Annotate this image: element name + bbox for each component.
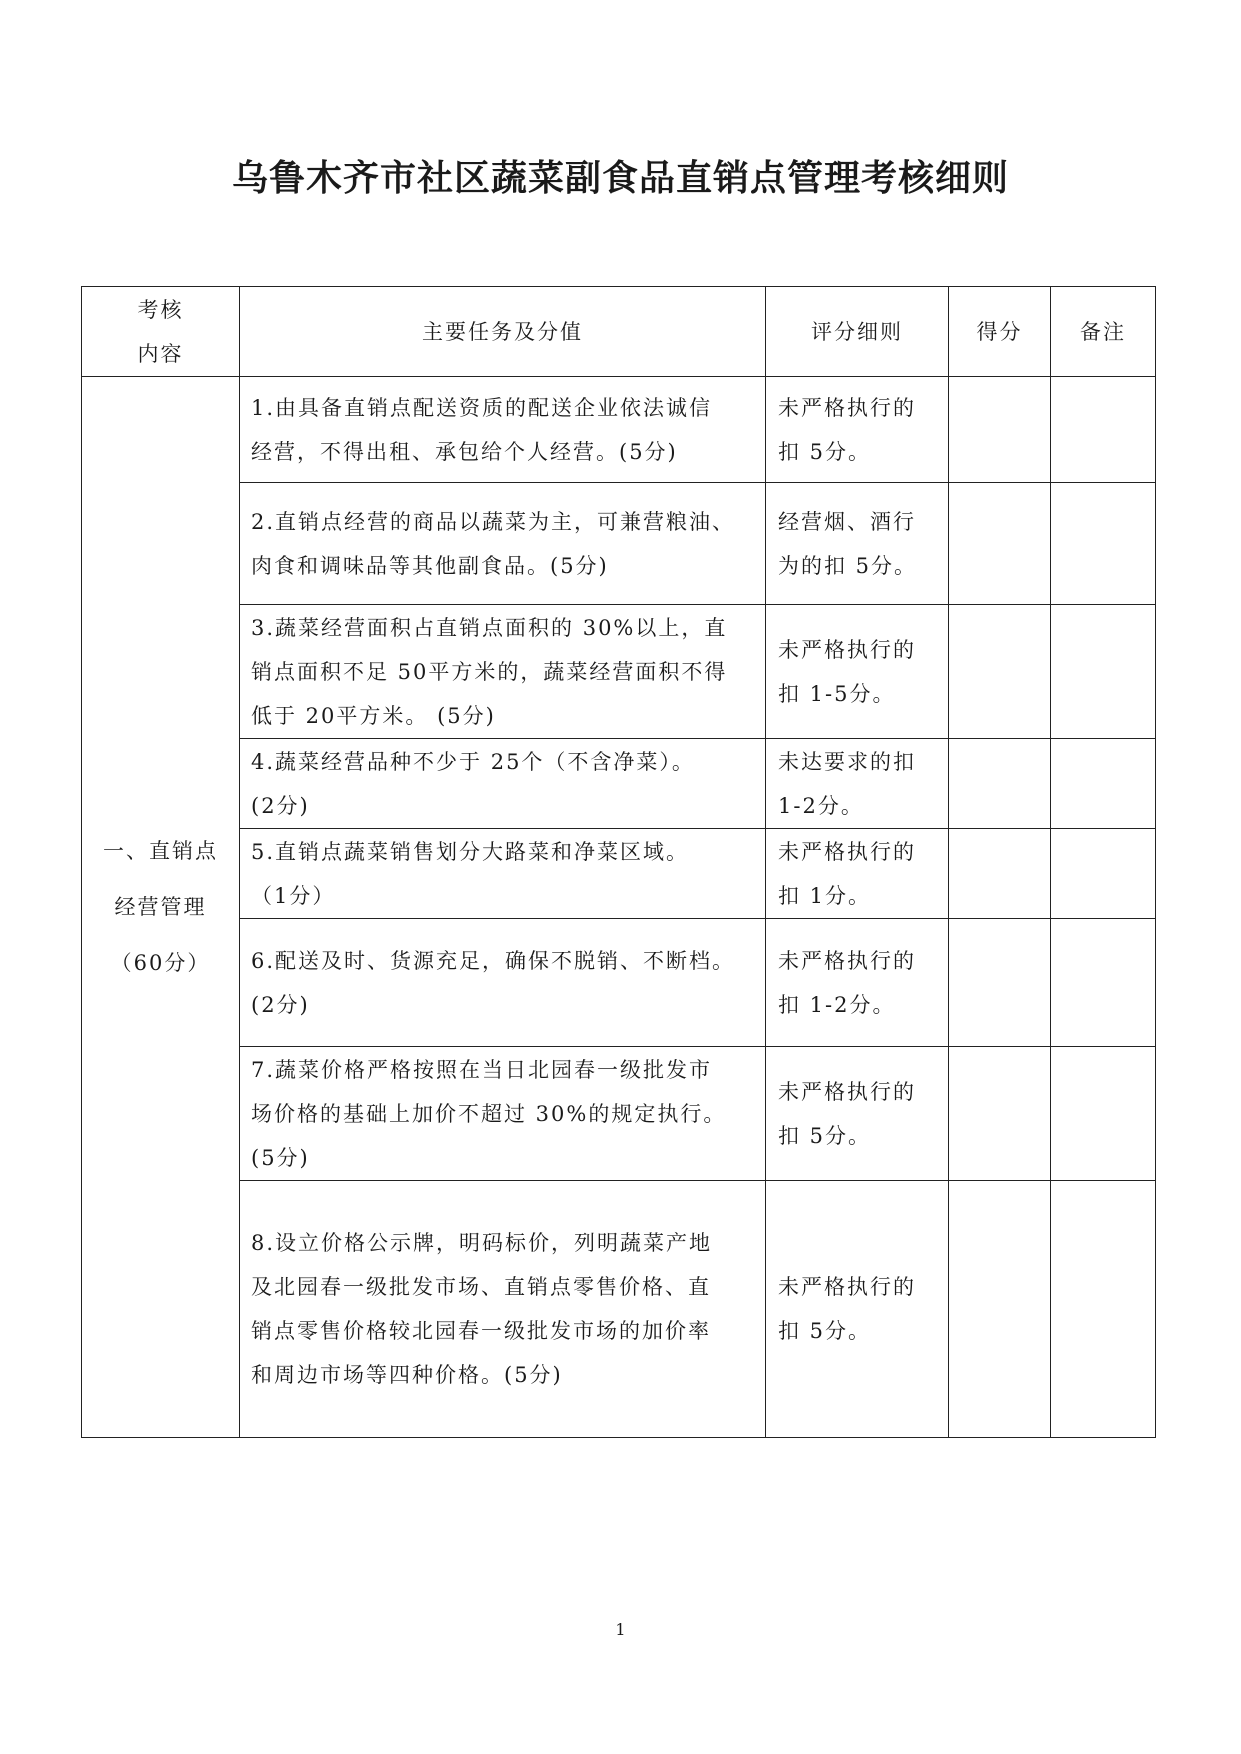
table-row (82, 1181, 1156, 1438)
remarks-cell[interactable] (1051, 483, 1156, 605)
score-cell[interactable] (949, 1047, 1051, 1181)
task-line: 7.蔬菜价格严格按照在当日北园春一级批发市 (251, 1057, 713, 1082)
score-cell[interactable] (949, 829, 1051, 919)
rule-cell (766, 483, 949, 605)
task-cell (240, 377, 766, 483)
table-row (82, 377, 1156, 483)
page-title: 乌鲁木齐市社区蔬菜副食品直销点管理考核细则 (231, 157, 1009, 199)
category-cell (82, 377, 240, 1438)
table-row (82, 829, 1156, 919)
score-cell[interactable] (949, 919, 1051, 1047)
task-line: 销点零售价格较北园春一级批发市场的加价率 (251, 1319, 711, 1343)
rule-cell (766, 1047, 949, 1181)
remarks-cell[interactable] (1051, 377, 1156, 483)
rule-cell (766, 739, 949, 829)
rule-line: 扣 1-5分。 (778, 681, 896, 706)
rule-line: 未达要求的扣 (778, 749, 916, 774)
rule-cell (766, 377, 949, 483)
task-line: （1分） (251, 883, 336, 908)
task-line: 6.配送及时、货源充足，确保不脱销、不断档。 (251, 948, 736, 973)
table-row (82, 605, 1156, 739)
table-row (82, 739, 1156, 829)
remarks-cell[interactable] (1051, 919, 1156, 1047)
table-row (82, 919, 1156, 1047)
rule-cell (766, 919, 949, 1047)
assessment-table (81, 286, 1156, 1438)
header-rules: 评分细则 (766, 287, 949, 377)
header-tasks: 主要任务及分值 (240, 287, 766, 377)
task-cell (240, 605, 766, 739)
category-line1: 一、直销点 (103, 839, 218, 863)
task-line: 4.蔬菜经营品种不少于 25个（不含净菜）。 (251, 749, 695, 774)
task-cell (240, 829, 766, 919)
rule-line: 未严格执行的 (778, 395, 916, 420)
task-line: 肉食和调味品等其他副食品。(5分) (251, 553, 609, 578)
rule-line: 1-2分。 (778, 793, 864, 818)
header-content (82, 287, 240, 377)
header-score: 得分 (949, 287, 1051, 377)
task-cell (240, 1181, 766, 1438)
task-line: (5分) (251, 1145, 310, 1170)
task-cell (240, 739, 766, 829)
remarks-cell[interactable] (1051, 1047, 1156, 1181)
task-line: 1.由具备直销点配送资质的配送企业依法诚信 (251, 395, 713, 420)
rule-cell (766, 605, 949, 739)
score-cell[interactable] (949, 739, 1051, 829)
remarks-cell[interactable] (1051, 829, 1156, 919)
category-line2: 经营管理 (114, 895, 207, 919)
remarks-cell[interactable] (1051, 1181, 1156, 1438)
rule-cell (766, 829, 949, 919)
rule-line: 未严格执行的 (778, 839, 916, 864)
score-cell[interactable] (949, 605, 1051, 739)
table-row (82, 1047, 1156, 1181)
table-row (82, 483, 1156, 605)
task-line: 和周边市场等四种价格。(5分) (251, 1363, 563, 1387)
score-cell[interactable] (949, 483, 1051, 605)
table-header-row (82, 287, 1156, 377)
rule-line: 未严格执行的 (778, 637, 916, 662)
score-cell[interactable] (949, 377, 1051, 483)
task-line: 销点面积不足 50平方米的，蔬菜经营面积不得 (251, 659, 728, 684)
task-line: 经营，不得出租、承包给个人经营。(5分) (251, 439, 678, 464)
task-line: 低于 20平方米。 (5分) (251, 703, 496, 728)
rule-cell (766, 1181, 949, 1438)
remarks-cell[interactable] (1051, 605, 1156, 739)
rule-line: 扣 5分。 (778, 1319, 872, 1343)
task-line: 场价格的基础上加价不超过 30%的规定执行。 (251, 1101, 727, 1126)
rule-line: 扣 5分。 (778, 1123, 872, 1148)
header-remarks: 备注 (1051, 287, 1156, 377)
page-number: 1 (615, 1620, 626, 1639)
task-line: (2分) (251, 793, 310, 818)
header-content-line2: 内容 (137, 341, 184, 366)
task-cell (240, 919, 766, 1047)
category-line3: （60分） (110, 951, 211, 975)
rule-line: 扣 1-2分。 (778, 992, 896, 1017)
rule-line: 为的扣 5分。 (778, 553, 918, 578)
task-line: 8.设立价格公示牌，明码标价，列明蔬菜产地 (251, 1231, 713, 1255)
score-cell[interactable] (949, 1181, 1051, 1438)
task-cell (240, 1047, 766, 1181)
task-line: 及北园春一级批发市场、直销点零售价格、直 (251, 1275, 711, 1299)
task-cell (240, 483, 766, 605)
rule-line: 未严格执行的 (778, 1079, 916, 1104)
rule-line: 未严格执行的 (778, 948, 916, 973)
remarks-cell[interactable] (1051, 739, 1156, 829)
task-line: 2.直销点经营的商品以蔬菜为主，可兼营粮油、 (251, 509, 736, 534)
table-body (82, 377, 1156, 1438)
rule-line: 扣 1分。 (778, 883, 872, 908)
header-content-line1: 考核 (137, 297, 184, 322)
task-line: (2分) (251, 992, 310, 1017)
rule-line: 未严格执行的 (778, 1275, 916, 1299)
task-line: 3.蔬菜经营面积占直销点面积的 30%以上，直 (251, 615, 728, 640)
task-line: 5.直销点蔬菜销售划分大路菜和净菜区域。 (251, 839, 690, 864)
rule-line: 扣 5分。 (778, 439, 872, 464)
rule-line: 经营烟、酒行 (778, 509, 916, 534)
